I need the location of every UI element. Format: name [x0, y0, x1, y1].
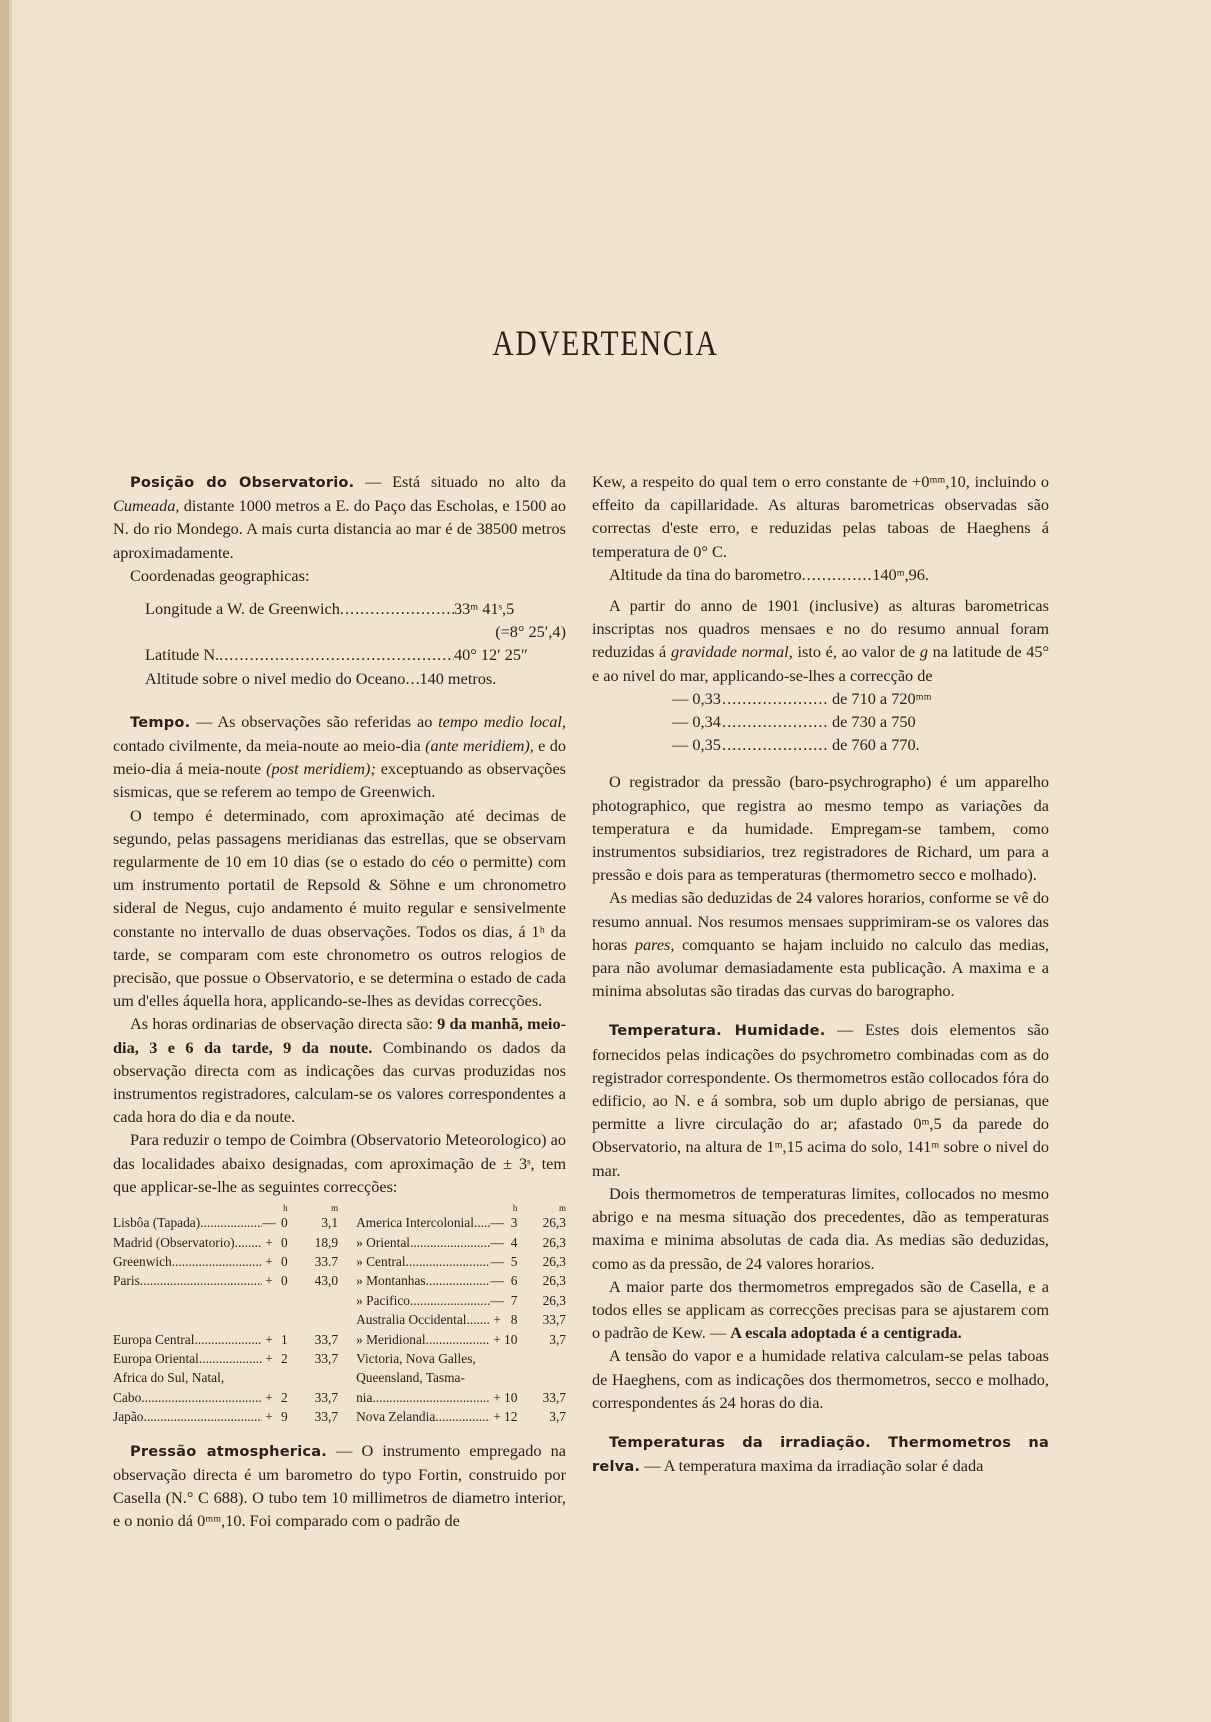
- tempo-paragraph-2: O tempo é determinado, com aproximação até decimas de segundo, pelas passagens meridianas das estrellas, que se observam regularmente de 10 em 10 dias (se o estado do céo o permitte) com um instrumento portatil de Repsold & Söhne e um chronometro sideral de Negus, cujo andamento é muito regular e sensivelmente constante no intervallo de duas observações. Todos os dias, á 1ʰ da tarde, se comparam com este chronometro os outros relogios de precisão, que possue o Observatorio, e se determina o estado de cada um d'elles áquella hora, applicando-se-lhes as devidas correcções.: [113, 805, 566, 1011]
- temperatura-paragraph-4: A tensão do vapor e a humidade relativa calculam-se pelas taboas de Haeghens, com as indicações dos thermometros, secco e molhado, correspondentes ás 24 horas do dia.: [592, 1346, 1049, 1412]
- table-cell: 7: [510, 1292, 518, 1308]
- table-cell: 0: [280, 1273, 288, 1289]
- table-cell: +: [265, 1234, 273, 1250]
- table-cell: 43,0: [314, 1273, 339, 1289]
- list-item: — 0,33 ..... de 710 a 720ᵐᵐ: [592, 687, 1049, 710]
- table-cell: +: [265, 1273, 273, 1289]
- irradiacao-paragraph: Temperaturas da irradiação. Thermometros na relva. — A temperatura maxima da irradiação solar é dada: [592, 1433, 1049, 1476]
- table-cell: [288, 1368, 356, 1387]
- timezone-corrections-table: [113, 1203, 566, 1426]
- table-cell: —: [490, 1234, 504, 1250]
- table-cell: 10: [504, 1389, 518, 1405]
- table-cell: 2: [280, 1350, 288, 1366]
- table-cell: 33,7: [314, 1389, 339, 1405]
- table-cell-place: America Intercolonial: [356, 1215, 474, 1231]
- table-cell-place: Japão: [113, 1409, 144, 1425]
- barometer-altitude-row: Altitude da tina do barometro ..... 140ᵐ,96.: [592, 563, 1049, 586]
- table-row: [113, 1349, 566, 1368]
- tempo-paragraph-4: Para reduzir o tempo de Coimbra (Observatorio Meteorologico) ao das localidades abaixo designadas, com aproximação de ± 3ˢ, tem que applicar-se-lhe as seguintes correcções:: [113, 1130, 566, 1196]
- table-cell: 0: [280, 1234, 288, 1250]
- table-cell-place: Europa Central: [113, 1331, 195, 1347]
- table-cell: [113, 1291, 262, 1310]
- table-cell: 33,7: [314, 1331, 339, 1347]
- table-cell: [262, 1291, 276, 1310]
- table-cell: —: [490, 1215, 504, 1231]
- table-cell: 26,3: [542, 1253, 566, 1269]
- table-cell: 26,3: [542, 1234, 566, 1250]
- table-cell: 33,7: [542, 1312, 566, 1328]
- table-cell: 33,7: [542, 1389, 566, 1405]
- longitude-row: Longitude a W. de Greenwich ..... 33ᵐ 41ˢ,5: [113, 597, 566, 620]
- table-cell: +: [265, 1350, 273, 1366]
- tempo-paragraph-1: Tempo. — As observações são referidas ao tempo medio local, contado civilmente, da meia-noute ao meio-dia (ante meridiem), e do meio-dia á meia-noute (post meridiem); exceptuando as observações sismicas, que se referem ao tempo de Greenwich.: [113, 711, 567, 802]
- table-cell: [276, 1291, 288, 1310]
- table-cell: +: [265, 1409, 273, 1425]
- table-cell: 9: [280, 1409, 288, 1425]
- temperatura-paragraph-3: A maior parte dos thermometros empregados são de Casella, e a todos elles se applicam as correcções precisas para se ajustarem com o padrão de Kew. — A escala adoptada é a centigrada.: [592, 1276, 1049, 1343]
- table-cell: [288, 1310, 356, 1329]
- pressao-heading: Pressão atmospherica.: [130, 1442, 328, 1460]
- table-cell: 8: [510, 1312, 518, 1328]
- table-cell: 12: [504, 1409, 518, 1425]
- posicao-heading: Posição do Observatorio.: [130, 474, 355, 491]
- table-cell: 3,1: [321, 1215, 339, 1231]
- table-cell: Africa do Sul, Natal,: [113, 1370, 225, 1386]
- table-cell-place: Madrid (Observatorio): [113, 1234, 235, 1250]
- table-cell: 33,7: [314, 1350, 339, 1366]
- table-cell: [288, 1291, 356, 1310]
- table-row: [113, 1368, 566, 1387]
- table-cell: 1: [280, 1331, 288, 1347]
- table-row: [113, 1291, 566, 1310]
- table-cell: 3,7: [549, 1331, 566, 1347]
- table-cell: 33,7: [314, 1409, 339, 1425]
- table-cell: Queensland, Tasma-: [356, 1370, 465, 1386]
- gravity-corrections-list: [592, 687, 1049, 757]
- table-cell: —: [490, 1273, 504, 1289]
- table-cell: [262, 1368, 276, 1387]
- table-cell: 26,3: [542, 1273, 566, 1289]
- latitude-row: Latitude N. ..... 40° 12′ 25″: [113, 643, 566, 666]
- table-cell: [490, 1349, 504, 1368]
- temperatura-paragraph-2: Dois thermometros de temperaturas limites, collocados no mesmo abrigo e na mesma situação dos precedentes, dão as temperaturas maxima e minima absolutas de cada dia. As medias são deduzidas, como as da pressão, de 24 valores horarios.: [592, 1183, 1049, 1273]
- medias-paragraph: As medias são deduzidas de 24 valores horarios, conforme se vê do resumo annual. Nos resumos mensaes supprimiram-se os valores das horas pares, comquanto se hajam incluido no calculo das medias, para não avolumar demasiadamente esta publicação. A maxima e a minima absolutas são tiradas das curvas do barographo.: [592, 888, 1049, 1001]
- table-cell: [504, 1368, 517, 1387]
- table-cell: —: [490, 1253, 504, 1269]
- tempo-heading: Tempo.: [130, 713, 191, 731]
- table-row: [113, 1330, 566, 1349]
- table-cell: +: [265, 1331, 273, 1347]
- table-cell: 33.7: [314, 1253, 339, 1269]
- irradiacao-heading: Temperaturas da irradiação. Thermometros na relva.: [592, 1433, 1049, 1476]
- kew-paragraph: Kew, a respeito do qual tem o erro constante de +0ᵐᵐ,10, incluindo o effeito da capillaridade. As alturas barometricas observadas são correctas d'este erro, e reduzidas pelas taboas de Haeghens á temperatura de 0° C.: [592, 472, 1049, 561]
- page-binding-edge: [0, 0, 9, 1722]
- table-cell: [517, 1368, 566, 1387]
- gravity-paragraph: A partir do anno de 1901 (inclusive) as alturas barometricas inscriptas nos quadros mensaes e no do resumo annual foram reduzidas á gravidade normal, isto é, ao valor de g na latitude de 45° e ao nivel do mar, applicando-se-lhes a correcção de: [592, 596, 1050, 685]
- table-cell-place: » Pacifico: [356, 1292, 410, 1308]
- table-cell-place: » Meridional: [356, 1331, 426, 1347]
- table-row: [113, 1213, 566, 1232]
- table-cell-place: Paris: [113, 1273, 140, 1289]
- table-cell: [113, 1310, 262, 1329]
- right-column: [592, 470, 1049, 1478]
- table-cell: [490, 1368, 504, 1387]
- longitude-degrees: (=8° 25′,4): [495, 622, 566, 642]
- table-cell-place: » Oriental: [356, 1234, 410, 1250]
- table-cell: 10: [504, 1331, 518, 1347]
- table-cell: 6: [510, 1273, 518, 1289]
- list-item: — 0,35 ..... de 760 a 770.: [592, 733, 1049, 756]
- table-cell: 2: [280, 1389, 288, 1405]
- table-cell: [517, 1349, 566, 1368]
- table-cell: +: [493, 1389, 501, 1405]
- table-cell: [504, 1349, 517, 1368]
- table-cell-place: nia: [356, 1389, 373, 1405]
- left-column: [113, 470, 566, 1532]
- table-row: [113, 1407, 566, 1426]
- table-cell: [276, 1368, 288, 1387]
- table-cell: 3,7: [549, 1409, 566, 1425]
- table-cell: +: [493, 1409, 501, 1425]
- pressao-paragraph: Pressão atmospherica. — O instrumento empregado na observação directa é um barometro do typo Fortin, construido por Casella (N.° C 688). O tubo tem 10 millimetros de diametro interior, e o nonio dá 0ᵐᵐ,10. Foi comparado com o padrão de: [113, 1440, 566, 1531]
- table-cell: 4: [510, 1234, 518, 1250]
- table-cell: 0: [280, 1215, 288, 1231]
- table-row: [113, 1310, 566, 1329]
- table-cell: Victoria, Nova Galles,: [356, 1350, 476, 1366]
- table-cell: +: [265, 1389, 273, 1405]
- temperatura-heading: Temperatura. Humidade.: [609, 1022, 826, 1040]
- table-cell: 26,3: [542, 1292, 566, 1308]
- table-cell: +: [493, 1312, 501, 1328]
- posicao-paragraph: Posição do Observatorio. — Está situado no alto da Cumeada, distante 1000 metros a E. do Paço das Escholas, e 1500 ao N. do rio Mondego. A mais curta distancia ao mar é de 38500 metros aproximadamente.: [113, 472, 567, 562]
- list-item: — 0,34 ..... de 730 a 750: [592, 710, 1049, 733]
- table-row: [113, 1252, 566, 1271]
- table-cell-place: Greenwich: [113, 1253, 172, 1269]
- table-cell: 26,3: [542, 1215, 566, 1231]
- page-binding-shadow: [9, 0, 12, 1722]
- table-row: [113, 1233, 566, 1252]
- table-header-row: h m h m: [283, 1203, 566, 1214]
- coordenadas-intro: Coordenadas geographicas:: [130, 565, 310, 585]
- page-title: ADVERTENCIA: [492, 323, 719, 363]
- table-cell: 0: [280, 1253, 288, 1269]
- table-cell-place: Lisbôa (Tapada): [113, 1215, 201, 1231]
- table-cell: 5: [510, 1253, 518, 1269]
- table-cell: 3: [510, 1215, 518, 1231]
- table-cell: —: [262, 1215, 276, 1231]
- tempo-paragraph-3: As horas ordinarias de observação directa são: 9 da manhã, meio-dia, 3 e 6 da tarde, 9 da noute. Combinando os dados da observação directa com as indicações das curvas produzidas nos instrumentos registradores, calculam-se os valores correspondentes a cada hora do dia e da noute.: [113, 1014, 567, 1127]
- table-row: [113, 1388, 566, 1407]
- table-cell-place: Australia Occidental: [356, 1312, 467, 1328]
- table-cell-place: Cabo: [113, 1389, 142, 1405]
- registrador-paragraph: O registrador da pressão (baro-psychrographo) é um apparelho photographico, que registra ao mesmo tempo as variações da temperatura e da humidade. Empregam-se tambem, como instrumentos subsidiarios, trez registradores de Richard, um para a pressão e dois para as temperaturas (thermometro secco e molhado).: [592, 772, 1049, 885]
- temperatura-paragraph-1: Temperatura. Humidade. — Estes dois elementos são fornecidos pelas indicações do psychrometro combinadas com as do registrador correspondente. Os thermometros estão collocados fóra do edificio, ao N. e á sombra, sob um duplo abrigo de persianas, que permitte a livre circulação do ar; afastado 0ᵐ,5 da parede do Observatorio, na altura de 1ᵐ,15 acima do solo, 141ᵐ sobre o nivel do mar.: [592, 1020, 1049, 1180]
- altitude-row: Altitude sobre o nivel medio do Oceano ..... 140 metros.: [113, 667, 566, 690]
- table-cell: +: [493, 1331, 501, 1347]
- table-cell: —: [490, 1292, 504, 1308]
- table-cell: [262, 1310, 276, 1329]
- table-cell-place: » Montanhas: [356, 1273, 426, 1289]
- table-row: [113, 1271, 566, 1290]
- table-cell-place: Europa Oriental: [113, 1350, 199, 1366]
- table-cell: 18,9: [314, 1234, 339, 1250]
- table-cell: +: [265, 1253, 273, 1269]
- table-cell: [276, 1310, 288, 1329]
- table-cell-place: Nova Zelandia: [356, 1409, 436, 1425]
- table-cell-place: » Central: [356, 1253, 406, 1269]
